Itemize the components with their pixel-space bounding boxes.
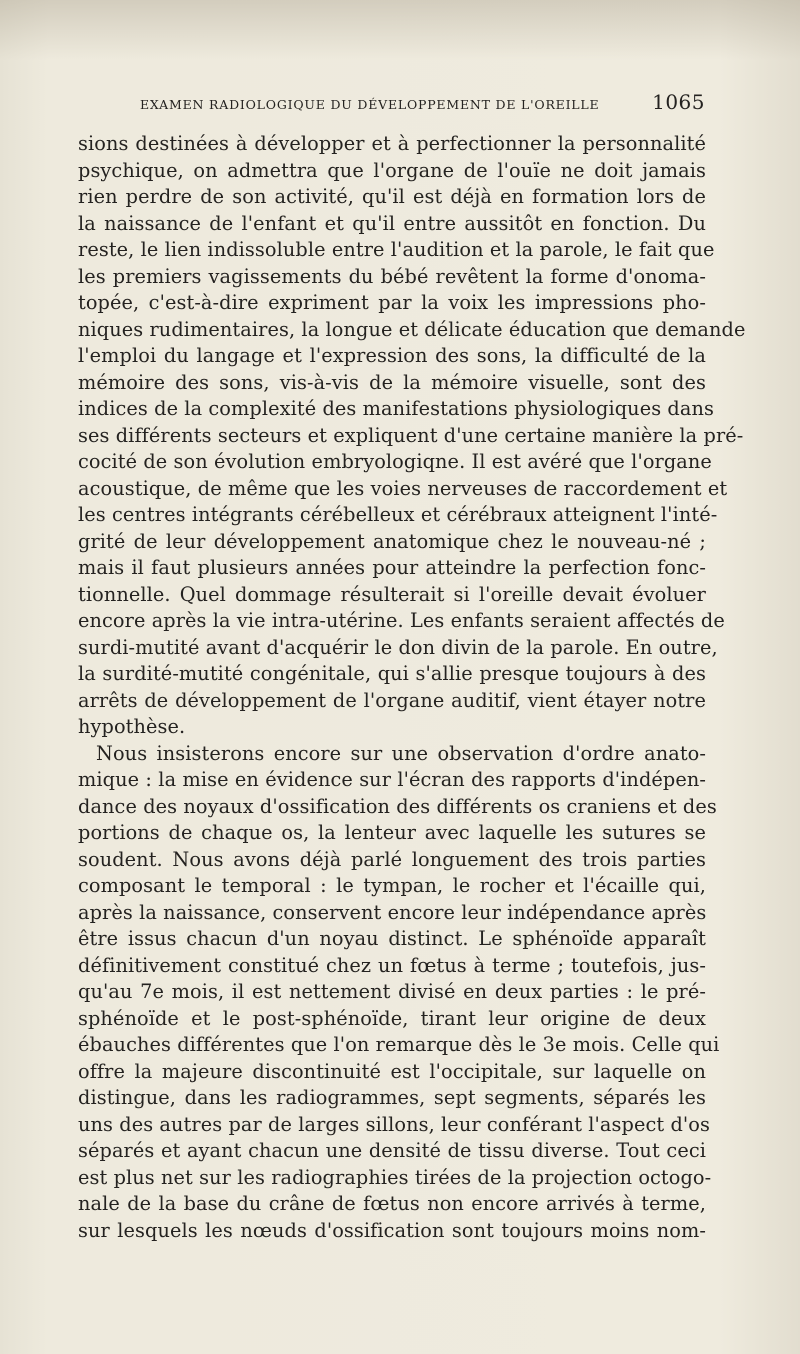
text-line: la naissance de l'enfant et qu'il entre aussitôt en fonction. Du: [78, 211, 706, 235]
running-title: EXAMEN RADIOLOGIQUE DU DÉVELOPPEMENT DE L'OREILLE: [140, 97, 600, 112]
text-line: reste, le lien indissoluble entre l'audition et la parole, le fait que: [78, 238, 715, 261]
text-line: qu'au 7e mois, il est nettement divisé en deux parties : le pré-: [78, 980, 706, 1003]
text-line: psychique, on admettra que l'organe de l'ouïe ne doit jamais: [78, 158, 706, 182]
text-line: portions de chaque os, la lenteur avec laquelle les sutures se: [78, 821, 706, 844]
text-line: tionnelle. Quel dommage résulterait si l'oreille devait évoluer: [78, 582, 706, 606]
text-line: grité de leur développement anatomique chez le nouveau-né ;: [78, 529, 706, 553]
text-line: la surdité-mutité congénitale, qui s'allie presque toujours à des: [78, 662, 706, 685]
page-number: 1065: [652, 90, 705, 114]
text-line: mémoire des sons, vis-à-vis de la mémoire visuelle, sont des: [78, 370, 706, 394]
text-line: arrêts de développement de l'organe auditif, vient étayer notre: [78, 688, 706, 712]
running-header: [140, 90, 705, 114]
text-line: indices de la complexité des manifestations physiologiques dans: [78, 397, 714, 420]
text-line: uns des autres par de larges sillons, leur conférant l'aspect d'os: [78, 1112, 710, 1136]
text-line: nale de la base du crâne de fœtus non encore arrivés à terme,: [78, 1192, 706, 1215]
text-line: mique : la mise en évidence sur l'écran des rapports d'indépen-: [78, 768, 706, 791]
body-text: [78, 131, 746, 1244]
page-edge-shadow: [0, 0, 800, 60]
text-line: topée, c'est-à-dire expriment par la voix les impressions pho-: [78, 291, 706, 314]
text-line: les premiers vagissements du bébé revêtent la forme d'onoma-: [78, 264, 706, 288]
text-line: dance des noyaux d'ossification des différents os craniens et des: [78, 794, 717, 818]
text-line: définitivement constitué chez un fœtus à terme ; toutefois, jus-: [78, 953, 706, 977]
text-line: cocité de son évolution embryologiqne. Il est avéré que l'organe: [78, 450, 712, 473]
text-line: distingue, dans les radiogrammes, sept segments, séparés les: [78, 1086, 706, 1109]
text-line: encore après la vie intra-utérine. Les enfants seraient affectés de: [78, 609, 725, 632]
text-line: composant le temporal : le tympan, le rocher et l'écaille qui,: [78, 874, 706, 897]
text-line: acoustique, de même que les voies nerveuses de raccordement et: [78, 476, 728, 500]
text-line: est plus net sur les radiographies tirées de la projection octogo-: [78, 1165, 712, 1189]
text-line: sphénoïde et le post-sphénoïde, tirant leur origine de deux: [78, 1006, 706, 1030]
text-line: l'emploi du langage et l'expression des sons, la difficulté de la: [78, 344, 706, 367]
text-line: niques rudimentaires, la longue et délicate éducation que demande: [78, 317, 746, 341]
text-line: offre la majeure discontinuité est l'occipitale, sur laquelle on: [78, 1059, 706, 1083]
text-line: les centres intégrants cérébelleux et cérébraux atteignent l'inté-: [78, 503, 718, 526]
text-line: surdi-mutité avant d'acquérir le don divin de la parole. En outre,: [78, 635, 718, 659]
text-line: soudent. Nous avons déjà parlé longuement des trois parties: [78, 847, 706, 871]
text-line: ébauches différentes que l'on remarque dès le 3e mois. Celle qui: [78, 1033, 720, 1056]
text-line: être issus chacun d'un noyau distinct. Le sphénoïde apparaît: [78, 927, 706, 950]
text-line: ses différents secteurs et expliquent d'une certaine manière la pré-: [78, 423, 744, 447]
text-line: rien perdre de son activité, qu'il est déjà en formation lors de: [78, 185, 706, 208]
text-line: mais il faut plusieurs années pour atteindre la perfection fonc-: [78, 556, 706, 579]
paragraph-end-line: hypothèse.: [78, 715, 186, 738]
paragraph-start-line: Nous insisterons encore sur une observation d'ordre anato-: [96, 741, 706, 765]
text-line: sions destinées à développer et à perfectionner la personnalité: [78, 132, 706, 155]
text-line: après la naissance, conservent encore leur indépendance après: [78, 900, 707, 924]
text-line: séparés et ayant chacun une densité de tissu diverse. Tout ceci: [78, 1139, 706, 1162]
text-line: sur lesquels les nœuds d'ossification sont toujours moins nom-: [78, 1218, 706, 1242]
